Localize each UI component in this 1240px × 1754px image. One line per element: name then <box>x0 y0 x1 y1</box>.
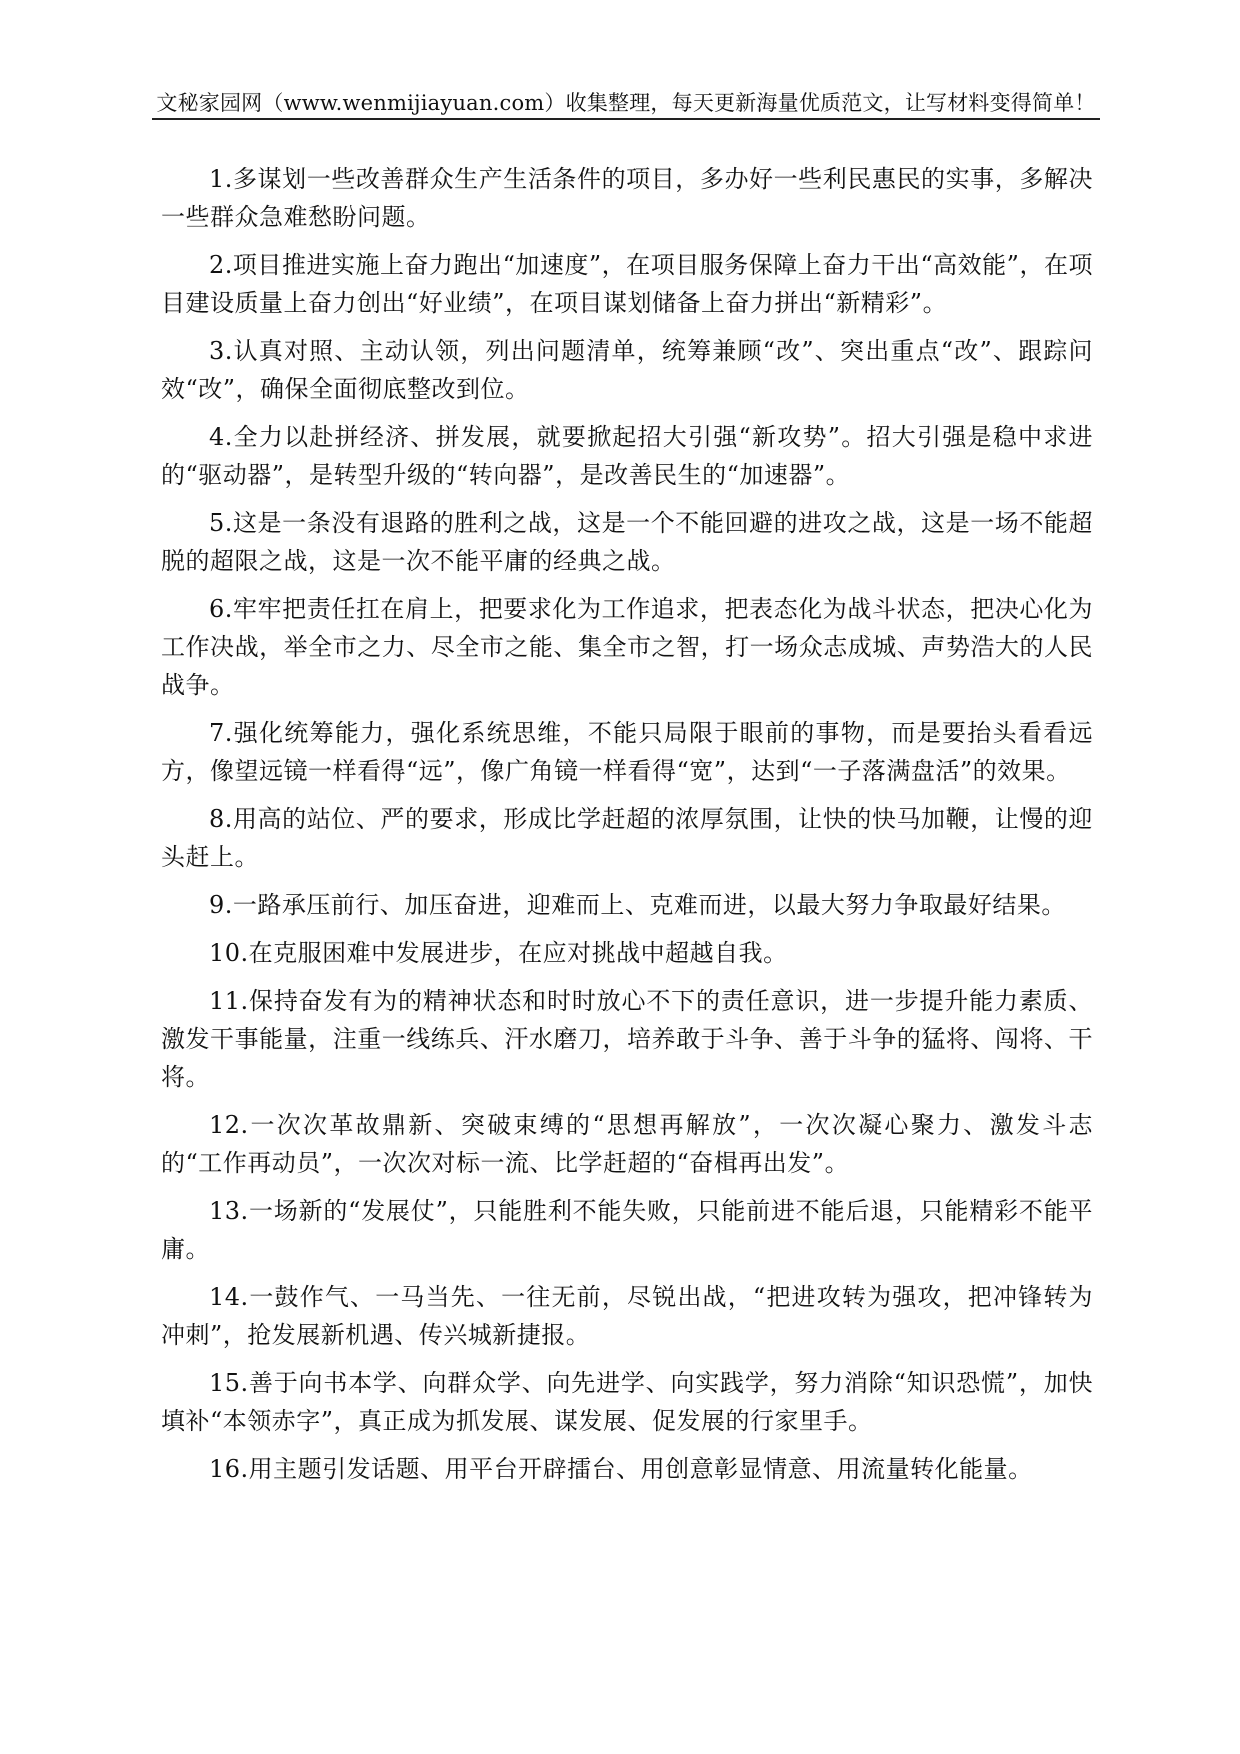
paragraph: 14.一鼓作气、一马当先、一往无前，尽锐出战，“把进攻转为强攻，把冲锋转为冲刺”，抢发展新机遇、传兴城新捷报。 <box>161 1283 1093 1349</box>
document-body <box>161 160 1093 1498</box>
paragraph: 4.全力以赴拼经济、拼发展，就要掀起招大引强“新攻势”。招大引强是稳中求进的“驱动器”，是转型升级的“转向器”，是改善民生的“加速器”。 <box>161 423 1093 489</box>
paragraph: 13.一场新的“发展仗”，只能胜利不能失败，只能前进不能后退，只能精彩不能平庸。 <box>161 1197 1093 1263</box>
page-header: 文秘家园网（www.wenmijiayuan.com）收集整理，每天更新海量优质范文，让写材料变得简单！ <box>152 90 1100 120</box>
paragraph: 6.牢牢把责任扛在肩上，把要求化为工作追求，把表态化为战斗状态，把决心化为工作决战，举全市之力、尽全市之能、集全市之智，打一场众志成城、声势浩大的人民战争。 <box>161 595 1093 699</box>
paragraph: 15.善于向书本学、向群众学、向先进学、向实践学，努力消除“知识恐慌”，加快填补“本领赤字”，真正成为抓发展、谋发展、促发展的行家里手。 <box>161 1369 1093 1435</box>
paragraph: 9.一路承压前行、加压奋进，迎难而上、克难而进，以最大努力争取最好结果。 <box>209 891 1066 919</box>
paragraph: 2.项目推进实施上奋力跑出“加速度”，在项目服务保障上奋力干出“高效能”，在项目建设质量上奋力创出“好业绩”，在项目谋划储备上奋力拼出“新精彩”。 <box>161 251 1093 317</box>
paragraph: 8.用高的站位、严的要求，形成比学赶超的浓厚氛围，让快的快马加鞭，让慢的迎头赶上。 <box>161 805 1093 871</box>
paragraph: 7.强化统筹能力，强化系统思维，不能只局限于眼前的事物，而是要抬头看看远方，像望远镜一样看得“远”，像广角镜一样看得“宽”，达到“一子落满盘活”的效果。 <box>161 719 1093 785</box>
paragraph: 1.多谋划一些改善群众生产生活条件的项目，多办好一些利民惠民的实事，多解决一些群众急难愁盼问题。 <box>161 165 1093 231</box>
paragraph: 5.这是一条没有退路的胜利之战，这是一个不能回避的进攻之战，这是一场不能超脱的超限之战，这是一次不能平庸的经典之战。 <box>161 509 1093 575</box>
paragraph: 12.一次次革故鼎新、突破束缚的“思想再解放”，一次次凝心聚力、激发斗志的“工作再动员”，一次次对标一流、比学赶超的“奋楫再出发”。 <box>161 1111 1093 1177</box>
paragraph: 16.用主题引发话题、用平台开辟擂台、用创意彰显情意、用流量转化能量。 <box>209 1455 1033 1483</box>
paragraph: 10.在克服困难中发展进步，在应对挑战中超越自我。 <box>209 939 788 967</box>
paragraph: 3.认真对照、主动认领，列出问题清单，统筹兼顾“改”、突出重点“改”、跟踪问效“改”，确保全面彻底整改到位。 <box>161 337 1093 403</box>
paragraph: 11.保持奋发有为的精神状态和时时放心不下的责任意识，进一步提升能力素质、激发干事能量，注重一线练兵、汗水磨刀，培养敢于斗争、善于斗争的猛将、闯将、干将。 <box>161 987 1093 1091</box>
